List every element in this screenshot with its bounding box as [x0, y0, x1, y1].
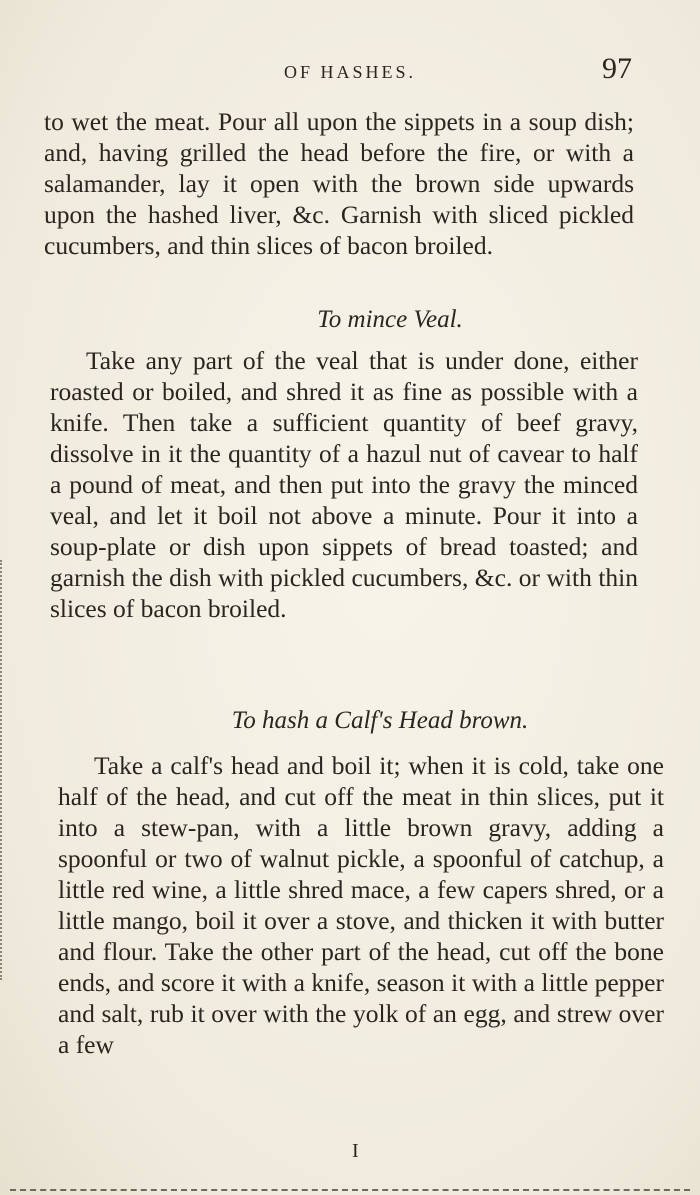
text-block-mince-veal: [50, 345, 638, 624]
signature-mark: I: [352, 1140, 359, 1162]
recipe-heading-hash-calfs-head: To hash a Calf's Head brown.: [231, 707, 529, 734]
page-edge-left: [0, 560, 20, 980]
paragraph-mince-veal: Take any part of the veal that is under done, either roasted or boiled, and shred it as fine as possible with a knife. Then take a sufficient quantity of beef gravy, dissolve in it the quantity of a hazul nut of cavear to half a pound of meat, and then put into the gravy the minced veal, and let it boil not above a minute. Pour it into a soup-plate or dish upon sippets of bread toasted; and garnish the dish with pickled cucumbers, &c. or with thin slices of bacon broiled.: [50, 346, 638, 623]
running-title: OF HASHES.: [283, 62, 417, 82]
page-edge-bottom: [10, 1187, 690, 1191]
paragraph-hash-calfs-head: Take a calf's head and boil it; when it is cold, take one half of the head, and cut off the meat in thin slices, put it into a stew-pan, with a little brown gravy, adding a spoonful or two of walnut pickle, a spoonful of catchup, a little red wine, a little shred mace, a few capers shred, or a little mango, boil it over a stove, and thicken it with butter and flour. Take the other part of the head, cut off the bone ends, and score it with a knife, season it with a little pepper and salt, rub it over with the yolk of an egg, and strew over a few: [58, 751, 664, 1059]
text-block-hash-calfs-head: [58, 750, 664, 1060]
running-head: [40, 52, 660, 92]
recipe-heading-mince-veal: To mince Veal.: [317, 306, 463, 333]
text-block-continuation: [44, 106, 634, 261]
page-number: 97: [602, 52, 632, 85]
paragraph-continuation: to wet the meat. Pour all upon the sippets in a soup dish; and, having grilled the head before the fire, or with a salamander, lay it open with the brown side upwards upon the hashed liver, &c. Garnish with sliced pickled cucumbers, and thin slices of bacon broiled.: [44, 107, 634, 260]
